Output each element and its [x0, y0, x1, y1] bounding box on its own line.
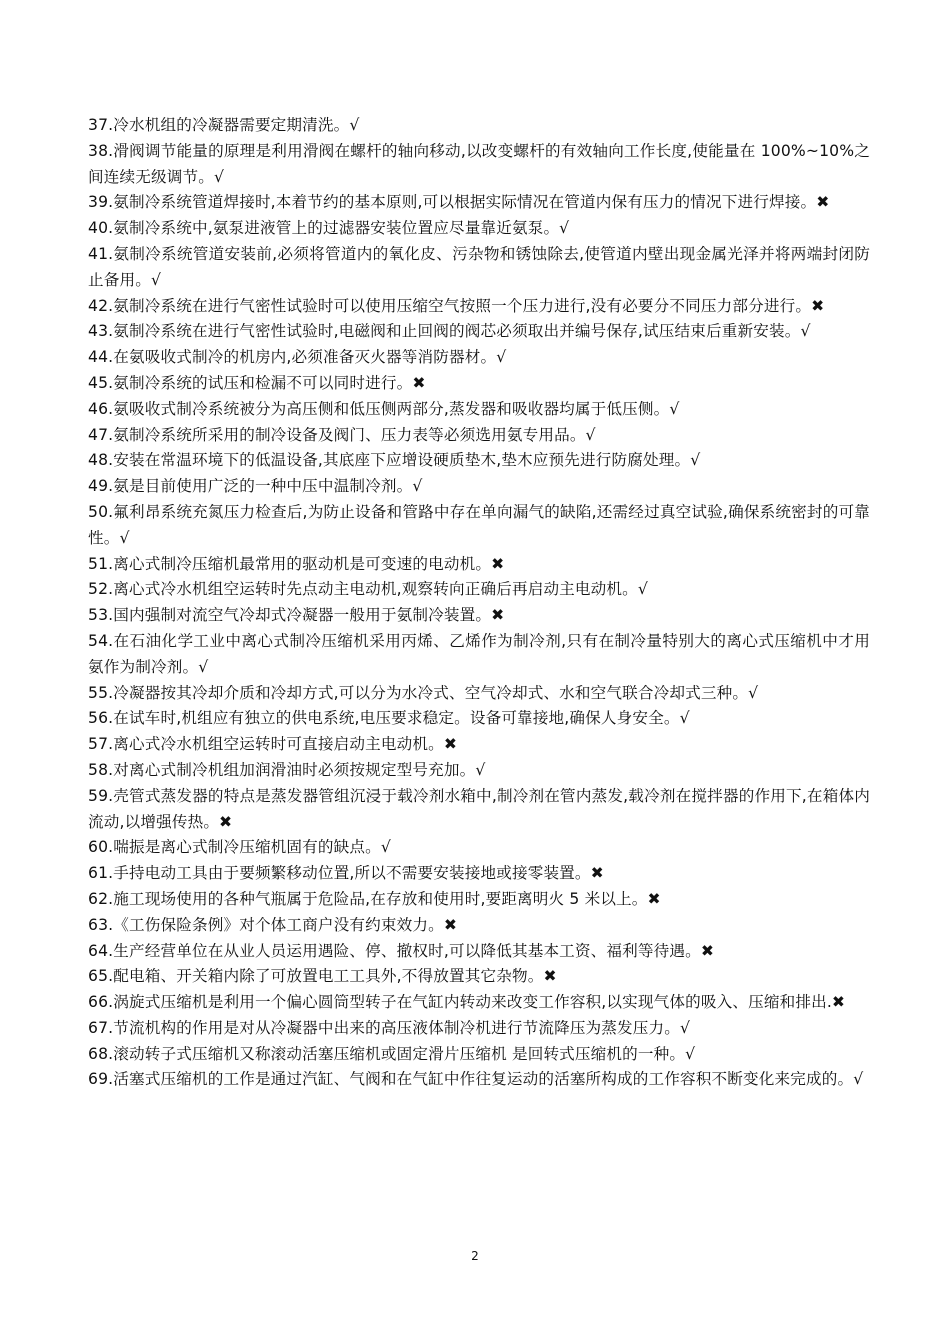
question-item: 49.氨是目前使用广泛的一种中压中温制冷剂。√	[88, 477, 423, 496]
question-item: 37.冷水机组的冷凝器需要定期清洗。√	[88, 116, 360, 134]
question-item: 65.配电箱、开关箱内除了可放置电工工具外,不得放置其它杂物。✖	[88, 967, 557, 986]
question-item: 52.离心式冷水机组空运转时先点动主电动机,观察转向正确后再启动主电动机。√	[88, 580, 648, 599]
question-item: 55.冷凝器按其冷却介质和冷却方式,可以分为水冷式、空气冷却式、水和空气联合冷却式三种。√	[88, 683, 759, 702]
question-item: 47.氨制冷系统所采用的制冷设备及阀门、压力表等必须选用氨专用品。√	[88, 425, 596, 444]
question-item: 50.氟利昂系统充氮压力检查后,为防止设备和管路中存在单向漏气的缺陷,还需经过真空试验,确保系统密封的可靠性。√	[88, 502, 870, 547]
question-item: 58.对离心式制冷机组加润滑油时必须按规定型号充加。√	[88, 760, 486, 779]
question-item: 41.氨制冷系统管道安装前,必须将管道内的氧化皮、污杂物和锈蚀除去,使管道内壁出现金属光泽并将两端封闭防止备用。√	[88, 244, 870, 289]
question-item: 48.安装在常温环境下的低温设备,其底座下应增设硬质垫木,垫木应预先进行防腐处理。√	[88, 451, 701, 470]
question-item: 39.氨制冷系统管道焊接时,本着节约的基本原则,可以根据实际情况在管道内保有压力的情况下进行焊接。✖	[88, 193, 830, 212]
question-item: 64.生产经营单位在从业人员运用遇险、停、撤权时,可以降低其基本工资、福利等待遇。✖	[88, 941, 715, 960]
question-item: 56.在试车时,机组应有独立的供电系统,电压要求稳定。设备可靠接地,确保人身安全。√	[88, 709, 690, 728]
question-item: 51.离心式制冷压缩机最常用的驱动机是可变速的电动机。✖	[88, 554, 505, 573]
question-item: 67.节流机构的作用是对从冷凝器中出来的高压液体制冷机进行节流降压为蒸发压力。√	[88, 1018, 691, 1037]
question-item: 53.国内强制对流空气冷却式冷凝器一般用于氨制冷装置。✖	[88, 606, 505, 625]
question-item: 63.《工伤保险条例》对个体工商户没有约束效力。✖	[88, 915, 458, 934]
question-item: 57.离心式冷水机组空运转时可直接启动主电动机。✖	[88, 735, 458, 754]
page-number: 2	[471, 1249, 479, 1263]
question-item: 69.活塞式压缩机的工作是通过汽缸、气阀和在气缸中作往复运动的活塞所构成的工作容积不断变化来完成的。√	[88, 1070, 864, 1089]
question-list	[88, 113, 870, 1093]
question-item: 59.壳管式蒸发器的特点是蒸发器管组沉浸于载冷剂水箱中,制冷剂在管内蒸发,载冷剂在搅拌器的作用下,在箱体内流动,以增强传热。✖	[88, 786, 870, 831]
question-item: 46.氨吸收式制冷系统被分为高压侧和低压侧两部分,蒸发器和吸收器均属于低压侧。√	[88, 399, 680, 418]
question-item: 62.施工现场使用的各种气瓶属于危险品,在存放和使用时,要距离明火 5 米以上。✖	[88, 889, 661, 908]
question-item: 38.滑阀调节能量的原理是利用滑阀在螺杆的轴向移动,以改变螺杆的有效轴向工作长度,使能量在 100%~10%之间连续无级调节。√	[88, 141, 870, 186]
question-item: 40.氨制冷系统中,氨泵进液管上的过滤器安装位置应尽量靠近氨泵。√	[88, 219, 570, 238]
question-item: 43.氨制冷系统在进行气密性试验时,电磁阀和止回阀的阀芯必须取出并编号保存,试压结束后重新安装。√	[88, 322, 811, 341]
question-item: 42.氨制冷系统在进行气密性试验时可以使用压缩空气按照一个压力进行,没有必要分不同压力部分进行。✖	[88, 296, 825, 315]
question-item: 54.在石油化学工业中离心式制冷压缩机采用丙烯、乙烯作为制冷剂,只有在制冷量特别大的离心式压缩机中才用氨作为制冷剂。√	[88, 631, 870, 676]
question-item: 66.涡旋式压缩机是利用一个偏心圆筒型转子在气缸内转动来改变工作容积,以实现气体的吸入、压缩和排出.✖	[88, 993, 846, 1012]
question-item: 60.喘振是离心式制冷压缩机固有的缺点。√	[88, 838, 391, 857]
question-item: 61.手持电动工具由于要频繁移动位置,所以不需要安装接地或接零装置。✖	[88, 864, 604, 883]
question-item: 45.氨制冷系统的试压和检漏不可以同时进行。✖	[88, 373, 426, 392]
question-item: 44.在氨吸收式制冷的机房内,必须准备灭火器等消防器材。√	[88, 348, 507, 367]
question-item: 68.滚动转子式压缩机又称滚动活塞压缩机或固定滑片压缩机 是回转式压缩机的一种。√	[88, 1044, 696, 1063]
